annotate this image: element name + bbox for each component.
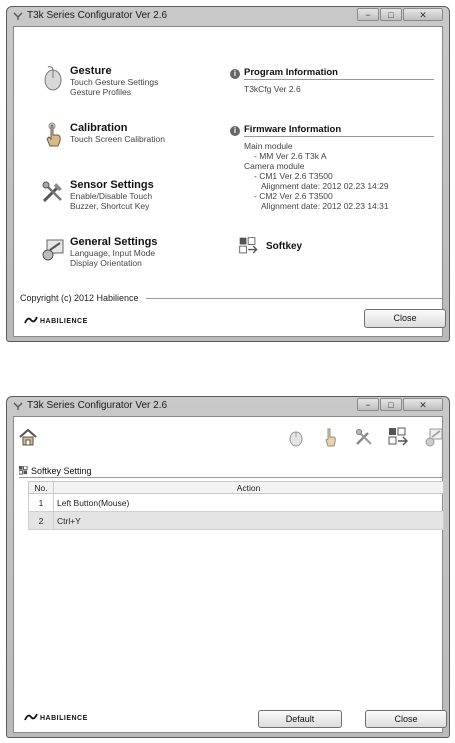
divider bbox=[146, 298, 442, 299]
row-number: 1 bbox=[29, 494, 54, 512]
menu-sensor-desc: Enable/Disable Touch Buzzer, Shortcut Key bbox=[70, 191, 153, 211]
menu-softkey[interactable] bbox=[238, 236, 338, 262]
main-panel bbox=[13, 26, 443, 337]
default-button[interactable]: Default bbox=[258, 710, 342, 728]
minimize-button[interactable]: − bbox=[357, 398, 379, 411]
firmware-line: Alignment date: 2012 02.23 14:29 bbox=[261, 181, 389, 191]
divider bbox=[19, 477, 443, 478]
maximize-button[interactable]: □ bbox=[380, 8, 402, 21]
window-title: T3k Series Configurator Ver 2.6 bbox=[27, 400, 168, 411]
firmware-info-heading: i Firmware Information bbox=[230, 124, 341, 136]
divider bbox=[244, 136, 434, 137]
maximize-button[interactable]: □ bbox=[380, 398, 402, 411]
menu-gesture-desc: Touch Gesture Settings Gesture Profiles bbox=[70, 77, 159, 97]
softkey-panel bbox=[13, 416, 443, 733]
mouse-icon[interactable] bbox=[286, 427, 306, 447]
softkey-section-heading: Softkey Setting bbox=[19, 466, 92, 476]
softkey-small-icon bbox=[19, 466, 28, 475]
info-icon: i bbox=[230, 126, 240, 136]
menu-calibration-title: Calibration bbox=[70, 122, 128, 134]
firmware-line: - CM2 Ver 2.6 T3500 bbox=[254, 191, 333, 201]
table-row[interactable] bbox=[29, 494, 444, 512]
program-version: T3kCfg Ver 2.6 bbox=[244, 84, 301, 94]
habilience-logo-mark bbox=[24, 316, 38, 324]
tools-icon[interactable] bbox=[354, 427, 374, 447]
menu-sensor-settings[interactable] bbox=[40, 179, 210, 213]
menu-general-settings[interactable] bbox=[40, 236, 210, 270]
close-window-button[interactable]: ✕ bbox=[403, 398, 443, 411]
firmware-line: Camera module bbox=[244, 161, 305, 171]
firmware-line: - MM Ver 2.6 T3k A bbox=[254, 151, 327, 161]
close-window-button[interactable]: ✕ bbox=[403, 8, 443, 21]
tools-icon bbox=[40, 179, 66, 205]
softkey-table bbox=[28, 481, 444, 530]
settings-monitor-icon bbox=[40, 236, 66, 262]
close-button[interactable]: Close bbox=[365, 710, 447, 728]
hand-pointer-icon[interactable] bbox=[320, 427, 340, 447]
menu-calibration-desc: Touch Screen Calibration bbox=[70, 134, 165, 144]
firmware-line: Main module bbox=[244, 141, 293, 151]
window-title: T3k Series Configurator Ver 2.6 bbox=[27, 10, 168, 21]
menu-gesture[interactable] bbox=[40, 65, 210, 99]
table-row[interactable] bbox=[29, 512, 444, 530]
app-icon bbox=[13, 401, 23, 411]
habilience-logo-mark bbox=[24, 713, 38, 721]
menu-calibration[interactable] bbox=[40, 122, 210, 156]
app-icon bbox=[13, 11, 23, 21]
copyright-text: Copyright (c) 2012 Habilience bbox=[20, 293, 139, 303]
close-button[interactable]: Close bbox=[364, 309, 446, 328]
main-window bbox=[6, 6, 450, 342]
menu-sensor-title: Sensor Settings bbox=[70, 179, 154, 191]
minimize-button[interactable]: − bbox=[357, 8, 379, 21]
habilience-logo: HABILIENCE bbox=[24, 713, 88, 722]
softkey-icon bbox=[238, 236, 260, 258]
divider bbox=[244, 79, 434, 80]
settings-monitor-icon[interactable] bbox=[424, 427, 444, 447]
mouse-icon bbox=[40, 65, 66, 91]
title-bar[interactable] bbox=[7, 7, 449, 25]
row-action[interactable]: Left Button(Mouse) bbox=[54, 494, 444, 512]
softkey-icon[interactable] bbox=[388, 427, 408, 447]
row-action[interactable]: Ctrl+Y bbox=[54, 512, 444, 530]
habilience-logo: HABILIENCE bbox=[24, 316, 88, 325]
column-header-no: No. bbox=[29, 482, 54, 494]
info-icon: i bbox=[230, 69, 240, 79]
softkey-label: Softkey bbox=[266, 241, 303, 252]
menu-general-desc: Language, Input Mode Display Orientation bbox=[70, 248, 156, 268]
menu-gesture-title: Gesture bbox=[70, 65, 112, 77]
hand-pointer-icon bbox=[40, 122, 66, 148]
firmware-line: Alignment date: 2012 02.23 14:31 bbox=[261, 201, 389, 211]
menu-general-title: General Settings bbox=[70, 236, 158, 248]
firmware-line: - CM1 Ver 2.6 T3500 bbox=[254, 171, 333, 181]
softkey-window bbox=[6, 396, 450, 738]
program-info-heading: i Program Information bbox=[230, 67, 338, 79]
column-header-action: Action bbox=[54, 482, 444, 494]
home-icon[interactable] bbox=[18, 427, 38, 447]
title-bar[interactable] bbox=[7, 397, 449, 415]
row-number: 2 bbox=[29, 512, 54, 530]
